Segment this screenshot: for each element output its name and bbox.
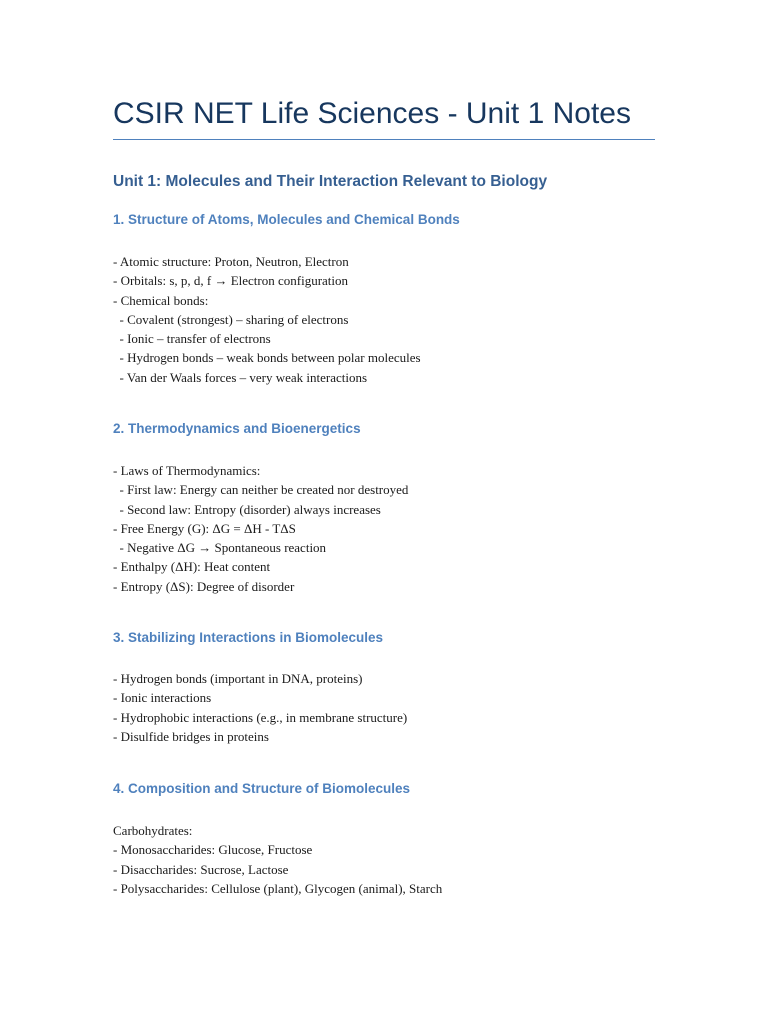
list-item: - Second law: Entropy (disorder) always increases xyxy=(113,501,381,517)
section-body-1 xyxy=(113,252,421,387)
list-item: - Disaccharides: Sucrose, Lactose xyxy=(113,861,289,877)
list-item: Carbohydrates: xyxy=(113,823,193,838)
list-item: - Ionic interactions xyxy=(113,690,212,706)
document-title: CSIR NET Life Sciences - Unit 1 Notes xyxy=(113,97,631,130)
list-item: - Hydrogen bonds – weak bonds between polar molecules xyxy=(113,350,421,366)
list-item: - Atomic structure: Proton, Neutron, Electron xyxy=(113,254,349,269)
list-item: - Hydrophobic interactions (e.g., in membrane structure) xyxy=(113,709,408,725)
list-item: - Chemical bonds: xyxy=(113,292,209,308)
section-heading-2: 2. Thermodynamics and Bioenergetics xyxy=(113,421,361,436)
title-divider xyxy=(113,139,655,140)
list-item: - First law: Energy can neither be created nor destroyed xyxy=(113,482,409,498)
list-item: - Enthalpy (ΔH): Heat content xyxy=(113,559,271,575)
section-heading-4: 4. Composition and Structure of Biomolecules xyxy=(113,781,411,796)
section-body-4 xyxy=(113,821,442,898)
list-item: - Disulfide bridges in proteins xyxy=(113,728,269,744)
list-item: - Ionic – transfer of electrons xyxy=(113,331,271,347)
section-heading-3: 3. Stabilizing Interactions in Biomolecules xyxy=(113,630,384,645)
list-item: - Entropy (ΔS): Degree of disorder xyxy=(113,578,295,594)
list-item: - Free Energy (G): ΔG = ΔH - TΔS xyxy=(113,520,296,536)
list-item: - Monosaccharides: Glucose, Fructose xyxy=(113,842,313,858)
section-body-2 xyxy=(113,461,408,596)
unit-heading: Unit 1: Molecules and Their Interaction Relevant to Biology xyxy=(113,173,548,190)
list-item: - Negative ΔG → Spontaneous reaction xyxy=(113,540,327,556)
section-heading-1: 1. Structure of Atoms, Molecules and Chemical Bonds xyxy=(113,212,460,227)
list-item: - Orbitals: s, p, d, f → Electron configuration xyxy=(113,273,349,289)
list-item: - Hydrogen bonds (important in DNA, proteins) xyxy=(113,671,363,686)
list-item: - Polysaccharides: Cellulose (plant), Glycogen (animal), Starch xyxy=(113,880,443,896)
list-item: - Covalent (strongest) – sharing of electrons xyxy=(113,311,349,327)
list-item: - Laws of Thermodynamics: xyxy=(113,463,261,478)
list-item: - Van der Waals forces – very weak interactions xyxy=(113,369,368,385)
section-body-3 xyxy=(113,669,407,746)
